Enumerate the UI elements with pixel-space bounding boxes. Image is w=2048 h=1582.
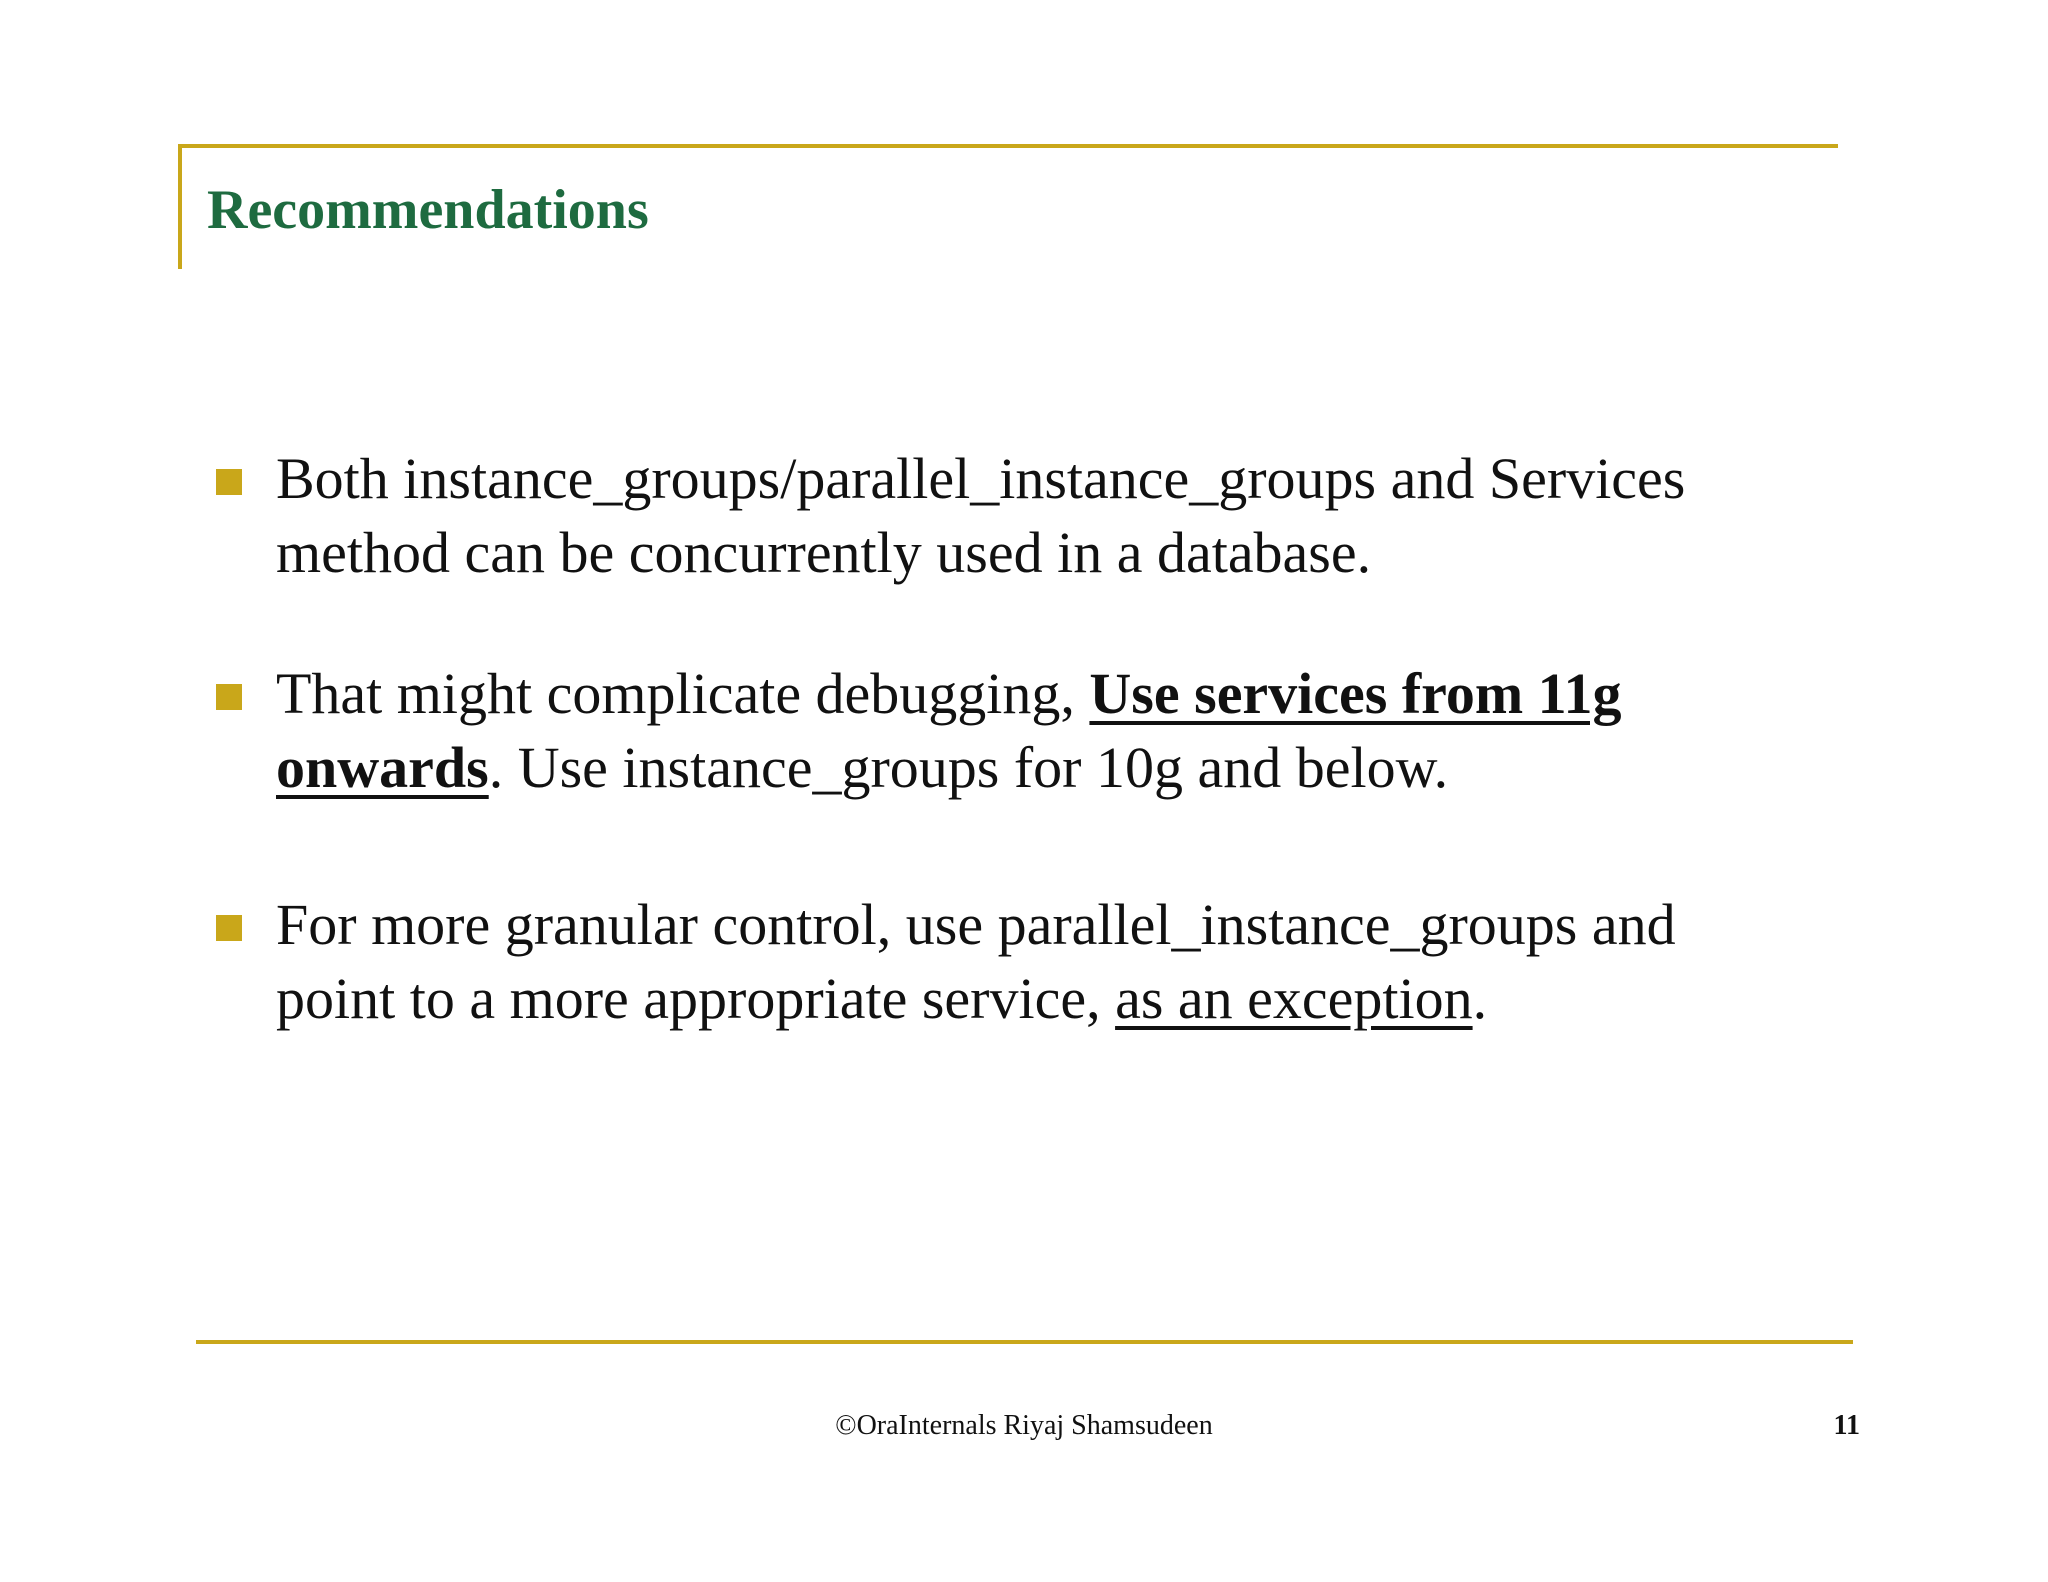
bullet-text-part: . Use instance_groups for 10g and below. <box>488 735 1449 800</box>
bullet-text-part: Both instance_groups/parallel_instance_groups and Services method can be concurrently used in a database. <box>276 446 1686 585</box>
bullet-text-part: For more granular control, use parallel_instance_groups and point to a more appropriate service, <box>276 892 1676 1031</box>
bullet-text <box>276 888 1756 1036</box>
bullet-text-part: . <box>1472 966 1488 1031</box>
page-number: 11 <box>1833 1410 1860 1441</box>
bullet-text <box>276 657 1756 805</box>
bullet-text <box>276 442 1756 590</box>
square-bullet-icon <box>216 469 242 495</box>
emphasis-underline: as an exception <box>1115 966 1473 1031</box>
slide-title: Recommendations <box>207 179 649 241</box>
footer-credit: ©OraInternals Riyaj Shamsudeen <box>835 1410 1213 1441</box>
square-bullet-icon <box>216 684 242 710</box>
emphasis-bold-underline: Use services from 11g onwards <box>276 661 1622 800</box>
footer-rule <box>196 1340 1853 1344</box>
square-bullet-icon <box>216 915 242 941</box>
bullet-text-part: That might complicate debugging, <box>276 661 1090 726</box>
